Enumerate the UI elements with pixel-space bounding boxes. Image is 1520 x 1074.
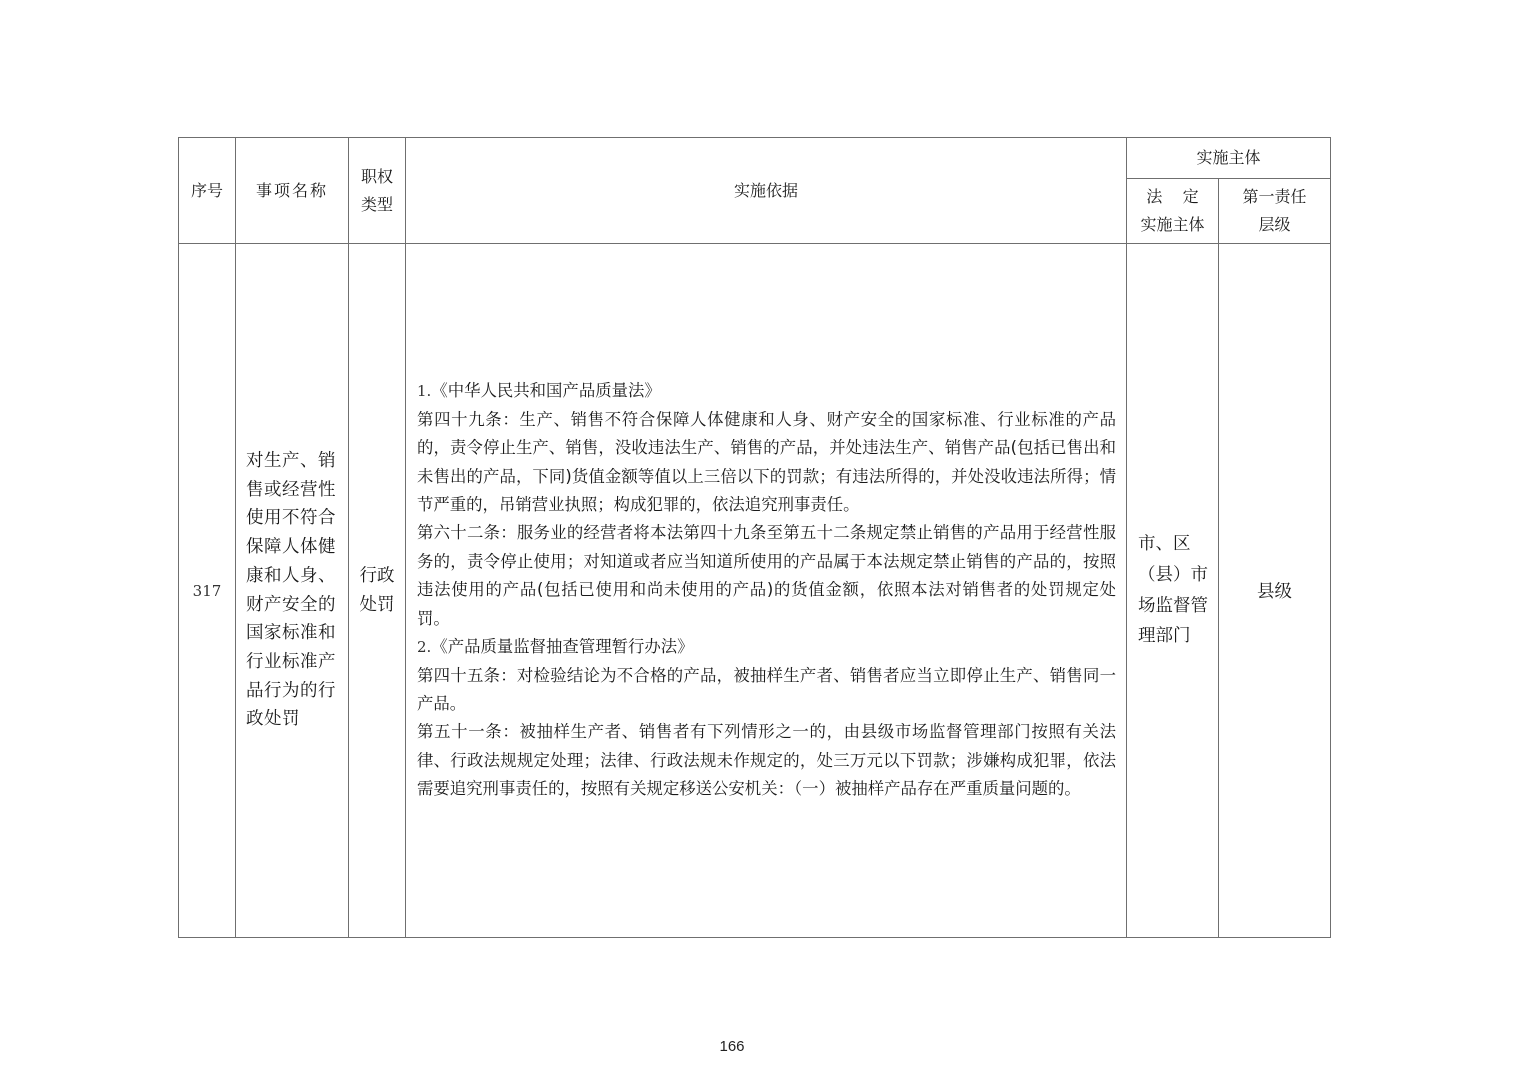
header-subject-group: 实施主体 [1127, 138, 1331, 179]
table-row [179, 244, 1331, 938]
header-row-top [179, 138, 1331, 179]
law1-article-62: 第六十二条：服务业的经营者将本法第四十九条至第五十二条规定禁止销售的产品用于经营性服务的，责令停止使用；对知道或者应当知道所使用的产品属于本法规定禁止销售的产品的，按照违法使用的产品(包括已使用和尚未使用的产品)的货值金额，依照本法对销售者的处罚规定处罚。 [417, 523, 1116, 628]
row-type-line2: 处罚 [359, 594, 395, 615]
law1-article-49: 第四十九条：生产、销售不符合保障人体健康和人身、财产安全的国家标准、行业标准的产品的，责令停止生产、销售，没收违法生产、销售的产品，并处违法生产、销售产品(包括已售出和未售出的产品，下同)货值金额等值以上三倍以下的罚款；有违法所得的，并处没收违法所得；情节严重的，吊销营业执照；构成犯罪的，依法追究刑事责任。 [417, 409, 1116, 515]
header-legal-subject-line1: 法 定 [1146, 187, 1199, 206]
row-legal-subject: 市、区（县）市场监督管理部门 [1127, 244, 1219, 938]
law1-number: 1. [417, 382, 432, 401]
header-type [349, 138, 406, 244]
header-legal-subject [1127, 179, 1219, 244]
law2-article-51: 第五十一条：被抽样生产者、销售者有下列情形之一的，由县级市场监督管理部门按照有关法律、行政法规规定处理；法律、行政法规未作规定的，处三万元以下罚款；涉嫌构成犯罪，依法需要追究刑事责任的，按照有关规定移送公安机关：（一）被抽样产品存在严重质量问题的。 [417, 722, 1116, 799]
law2-article-45: 第四十五条：对检验结论为不合格的产品，被抽样生产者、销售者应当立即停止生产、销售同一产品。 [417, 665, 1116, 713]
header-responsibility [1219, 179, 1331, 244]
law2-heading [417, 633, 1116, 661]
header-seq: 序号 [179, 138, 236, 244]
row-item-name: 对生产、销售或经营性使用不符合保障人体健康和人身、财产安全的国家标准和行业标准产品行为的行政处罚 [236, 244, 349, 938]
law1-title: 《中华人民共和国产品质量法》 [431, 381, 661, 401]
law2-title: 《产品质量监督抽查管理暂行办法》 [431, 637, 694, 657]
page-number: 166 [719, 1038, 745, 1055]
row-basis [406, 244, 1127, 938]
header-responsibility-line1: 第一责任 [1242, 187, 1307, 206]
header-basis: 实施依据 [406, 138, 1127, 244]
row-seq: 317 [179, 244, 236, 938]
law2-number: 2. [417, 638, 432, 657]
header-type-line1: 职权 [360, 166, 393, 186]
enforcement-table [178, 137, 1331, 938]
header-type-line2: 类型 [360, 194, 393, 214]
header-legal-subject-line2: 实施主体 [1140, 215, 1205, 234]
header-responsibility-line2: 层级 [1258, 215, 1291, 234]
header-item-name: 事项名称 [236, 138, 349, 244]
law1-heading [417, 377, 1116, 405]
row-responsibility-level: 县级 [1219, 244, 1331, 938]
row-type [349, 244, 406, 938]
row-type-line1: 行政 [359, 565, 395, 586]
